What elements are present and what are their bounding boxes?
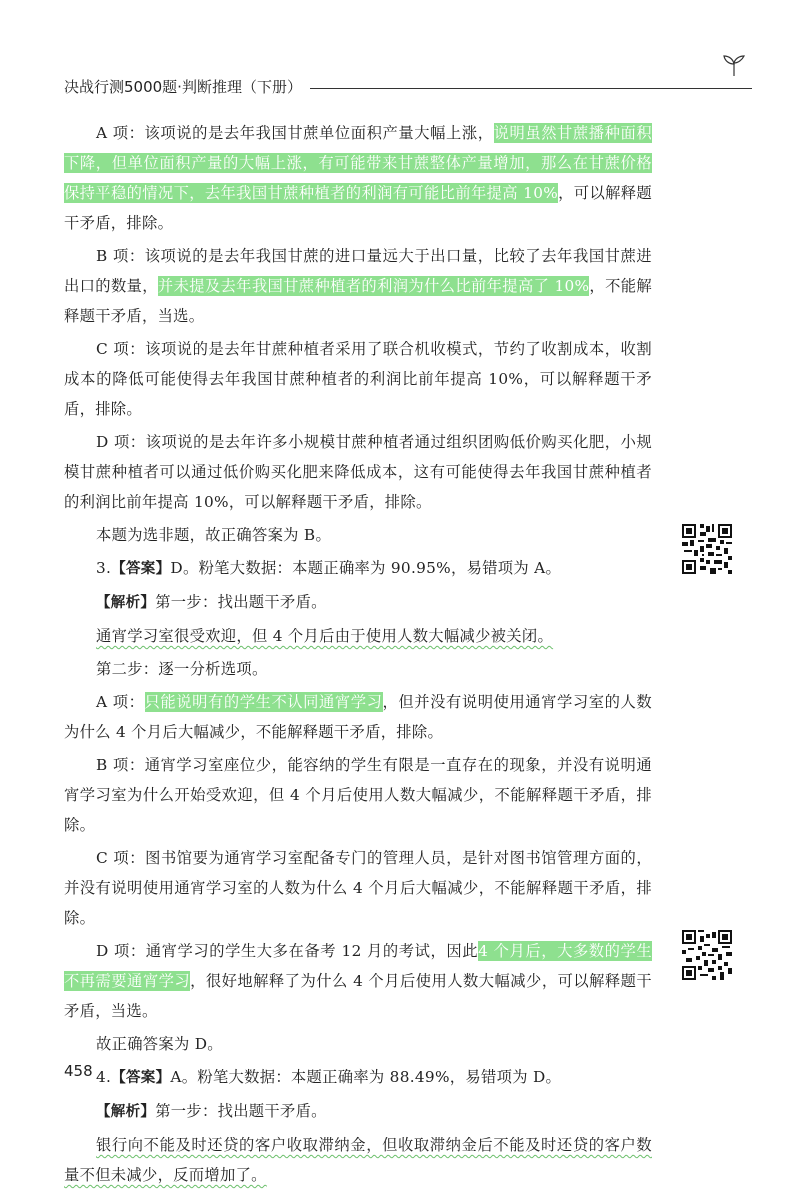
highlight: 并未提及去年我国甘蔗种植者的利润为什么比前年提高了 10% <box>157 277 590 295</box>
q3-analysis: 【解析】第一步：找出题干矛盾。 <box>96 593 327 611</box>
header-rule <box>310 88 752 89</box>
q3-contradiction: 通宵学习室很受欢迎，但 4 个月后由于使用人数大幅减少被关闭。 <box>96 627 554 645</box>
qr-code-icon[interactable] <box>682 524 732 574</box>
option-a-q2: A 项：该项说的是去年我国甘蔗单位面积产量大幅上涨，说明虽然甘蔗播种面积下降，但单位面积产量的大幅上涨，有可能带来甘蔗整体产量增加，那么在甘蔗价格保持平稳的情况下，去年我国甘蔗种植者的利润有可能比前年提高 10%，可以解释题干矛盾，排除。 <box>64 124 652 232</box>
option-b-q2: B 项：该项说的是去年我国甘蔗的进口量远大于出口量，比较了去年我国甘蔗进出口的数量，并未提及去年我国甘蔗种植者的利润为什么比前年提高了 10%，不能解释题干矛盾，当选。 <box>64 247 652 325</box>
conclusion-q3: 故正确答案为 D。 <box>96 1035 223 1053</box>
qr-code-icon[interactable] <box>682 930 732 980</box>
page-number: 458 <box>64 1062 93 1080</box>
option-c-q2: C 项：该项说的是去年甘蔗种植者采用了联合机收模式，节约了收割成本，收割成本的降低可能使得去年我国甘蔗种植者的利润比前年提高 10%，可以解释题干矛盾，排除。 <box>64 340 652 418</box>
q3-answer: 3.【答案】D。粉笔大数据：本题正确率为 90.95%，易错项为 A。 <box>96 559 562 577</box>
sprout-icon <box>720 54 748 78</box>
option-c-q3: C 项：图书馆要为通宵学习室配备专门的管理人员，是针对图书馆管理方面的，并没有说明使用通宵学习室的人数为什么 4 个月后大幅减少，不能解释题干矛盾，排除。 <box>64 849 652 927</box>
option-d-q3: D 项：通宵学习的学生大多在备考 12 月的考试，因此4 个月后，大多数的学生不再需要通宵学习，很好地解释了为什么 4 个月后使用人数大幅减少，可以解释题干矛盾，当选。 <box>64 942 653 1020</box>
q4-contradiction: 银行向不能及时还贷的客户收取滞纳金，但收取滞纳金后不能及时还贷的客户数量不但未减少，反而增加了。 <box>64 1136 652 1184</box>
option-d-q2: D 项：该项说的是去年许多小规模甘蔗种植者通过组织团购低价购买化肥，小规模甘蔗种植者可以通过低价购买化肥来降低成本，这有可能使得去年我国甘蔗种植者的利润比前年提高 10%，可以解释题干矛盾，排除。 <box>64 433 652 511</box>
q4-answer: 4.【答案】A。粉笔大数据：本题正确率为 88.49%，易错项为 D。 <box>96 1068 562 1086</box>
page-header <box>64 74 752 98</box>
highlight: 只能说明有的学生不认同通宵学习 <box>144 693 383 711</box>
page-content <box>64 118 652 1193</box>
conclusion-q2: 本题为选非题，故正确答案为 B。 <box>96 526 332 544</box>
q4-analysis: 【解析】第一步：找出题干矛盾。 <box>96 1102 327 1120</box>
highlight: 4 个月后，大多数的学生不再需要通宵学习 <box>64 942 653 990</box>
highlight: 说明虽然甘蔗播种面积下降，但单位面积产量的大幅上涨，有可能带来甘蔗整体产量增加，那么在甘蔗价格保持平稳的情况下，去年我国甘蔗种植者的利润有可能比前年提高 10% <box>64 124 652 202</box>
q3-step2: 第二步：逐一分析选项。 <box>96 660 268 678</box>
option-a-q3: A 项：只能说明有的学生不认同通宵学习，但并没有说明使用通宵学习室的人数为什么 4 个月后大幅减少，不能解释题干矛盾，排除。 <box>64 693 652 741</box>
option-b-q3: B 项：通宵学习室座位少，能容纳的学生有限是一直存在的现象，并没有说明通宵学习室为什么开始受欢迎，但 4 个月后使用人数大幅减少，不能解释题干矛盾，排除。 <box>64 756 652 834</box>
book-title: 决战行测5000题·判断推理（下册） <box>64 77 302 96</box>
